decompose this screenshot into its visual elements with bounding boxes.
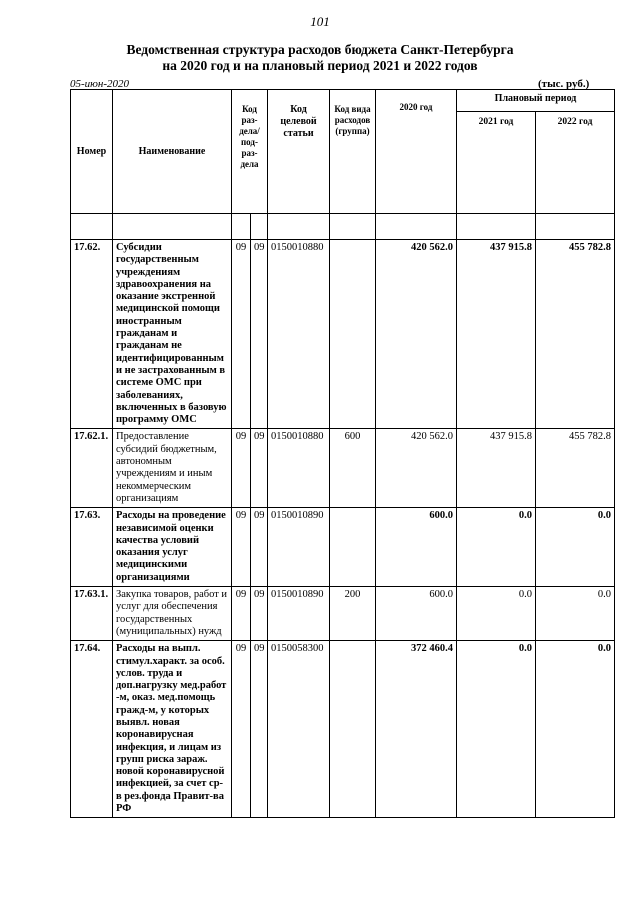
row-subsection: 09	[251, 641, 268, 818]
row-target: 0150010890	[268, 587, 330, 641]
row-2021: 0.0	[457, 641, 536, 818]
row-2020: 420 562.0	[376, 429, 457, 508]
row-2022: 0.0	[536, 587, 615, 641]
row-target: 0150058300	[268, 641, 330, 818]
row-number: 17.63.1.	[71, 587, 113, 641]
row-target: 0150010880	[268, 240, 330, 429]
header-section: Код раз-дела/ под-раз-дела	[232, 90, 268, 214]
row-expense-type	[330, 240, 376, 429]
table-row	[71, 587, 615, 641]
row-subsection: 09	[251, 429, 268, 508]
row-section: 09	[232, 429, 251, 508]
row-expense-type	[330, 508, 376, 587]
title-line-1: Ведомственная структура расходов бюджета Санкт-Петербурга	[126, 42, 514, 57]
row-subsection: 09	[251, 587, 268, 641]
row-section: 09	[232, 641, 251, 818]
row-2022: 455 782.8	[536, 429, 615, 508]
row-2020: 600.0	[376, 508, 457, 587]
row-name: Расходы на выпл. стимул.характ. за особ. услов. труда и доп.нагрузку мед.работ -м, оказ. мед.помощь гражд-м, у которых выявл. новая коронавирусная инфекция, и лицам из групп риска зараж. новой коронавирусной инфекцией, за счет ср-в рез.фонда Правит-ва РФ	[113, 641, 232, 818]
table-row	[71, 641, 615, 818]
header-name: Наименование	[113, 90, 232, 214]
table-header	[71, 90, 615, 214]
document-date: 05-июн-2020	[70, 78, 130, 90]
row-2020: 420 562.0	[376, 240, 457, 429]
row-number: 17.62.1.	[71, 429, 113, 508]
row-expense-type: 200	[330, 587, 376, 641]
row-subsection: 09	[251, 240, 268, 429]
row-2022: 455 782.8	[536, 240, 615, 429]
row-section: 09	[232, 508, 251, 587]
row-target: 0150010880	[268, 429, 330, 508]
header-number: Номер	[71, 90, 113, 214]
row-subsection: 09	[251, 508, 268, 587]
table-spacer-row	[71, 214, 615, 240]
row-2021: 437 915.8	[457, 429, 536, 508]
row-expense-type	[330, 641, 376, 818]
row-section: 09	[232, 240, 251, 429]
header-2022: 2022 год	[536, 112, 615, 214]
row-name: Субсидии государственным учреждениям здравоохранения на оказание экстренной медицинской помощи иностранным гражданам и гражданам не идентифицированным и не застрахованным в системе ОМС при заболеваниях, включенных в базовую программу ОМС	[113, 240, 232, 429]
row-name: Закупка товаров, работ и услуг для обеспечения государственных (муниципальных) нужд	[113, 587, 232, 641]
budget-table	[70, 89, 615, 818]
table-row	[71, 508, 615, 587]
units-label: (тыс. руб.)	[538, 78, 590, 90]
table-row	[71, 429, 615, 508]
row-2021: 0.0	[457, 587, 536, 641]
row-2020: 600.0	[376, 587, 457, 641]
row-number: 17.62.	[71, 240, 113, 429]
row-name: Расходы на проведение независимой оценки качества условий оказания услуг медицинскими организациями	[113, 508, 232, 587]
header-expense-type: Код вида расходов (группа)	[330, 90, 376, 214]
row-section: 09	[232, 587, 251, 641]
header-target: Код целевой статьи	[268, 90, 330, 214]
table-body	[71, 214, 615, 818]
document-title	[0, 42, 640, 74]
row-number: 17.64.	[71, 641, 113, 818]
header-2021: 2021 год	[457, 112, 536, 214]
title-line-2: на 2020 год и на плановый период 2021 и 2022 годов	[162, 58, 478, 73]
row-2021: 0.0	[457, 508, 536, 587]
table-row	[71, 240, 615, 429]
row-2022: 0.0	[536, 641, 615, 818]
row-target: 0150010890	[268, 508, 330, 587]
row-name: Предоставление субсидий бюджетным, автономным учреждениям и иным некоммерческим организациям	[113, 429, 232, 508]
header-2020: 2020 год	[376, 90, 457, 214]
row-expense-type: 600	[330, 429, 376, 508]
header-planned-period: Плановый период	[457, 90, 615, 112]
row-2020: 372 460.4	[376, 641, 457, 818]
row-number: 17.63.	[71, 508, 113, 587]
page-number: 101	[310, 14, 330, 29]
row-2022: 0.0	[536, 508, 615, 587]
row-2021: 437 915.8	[457, 240, 536, 429]
